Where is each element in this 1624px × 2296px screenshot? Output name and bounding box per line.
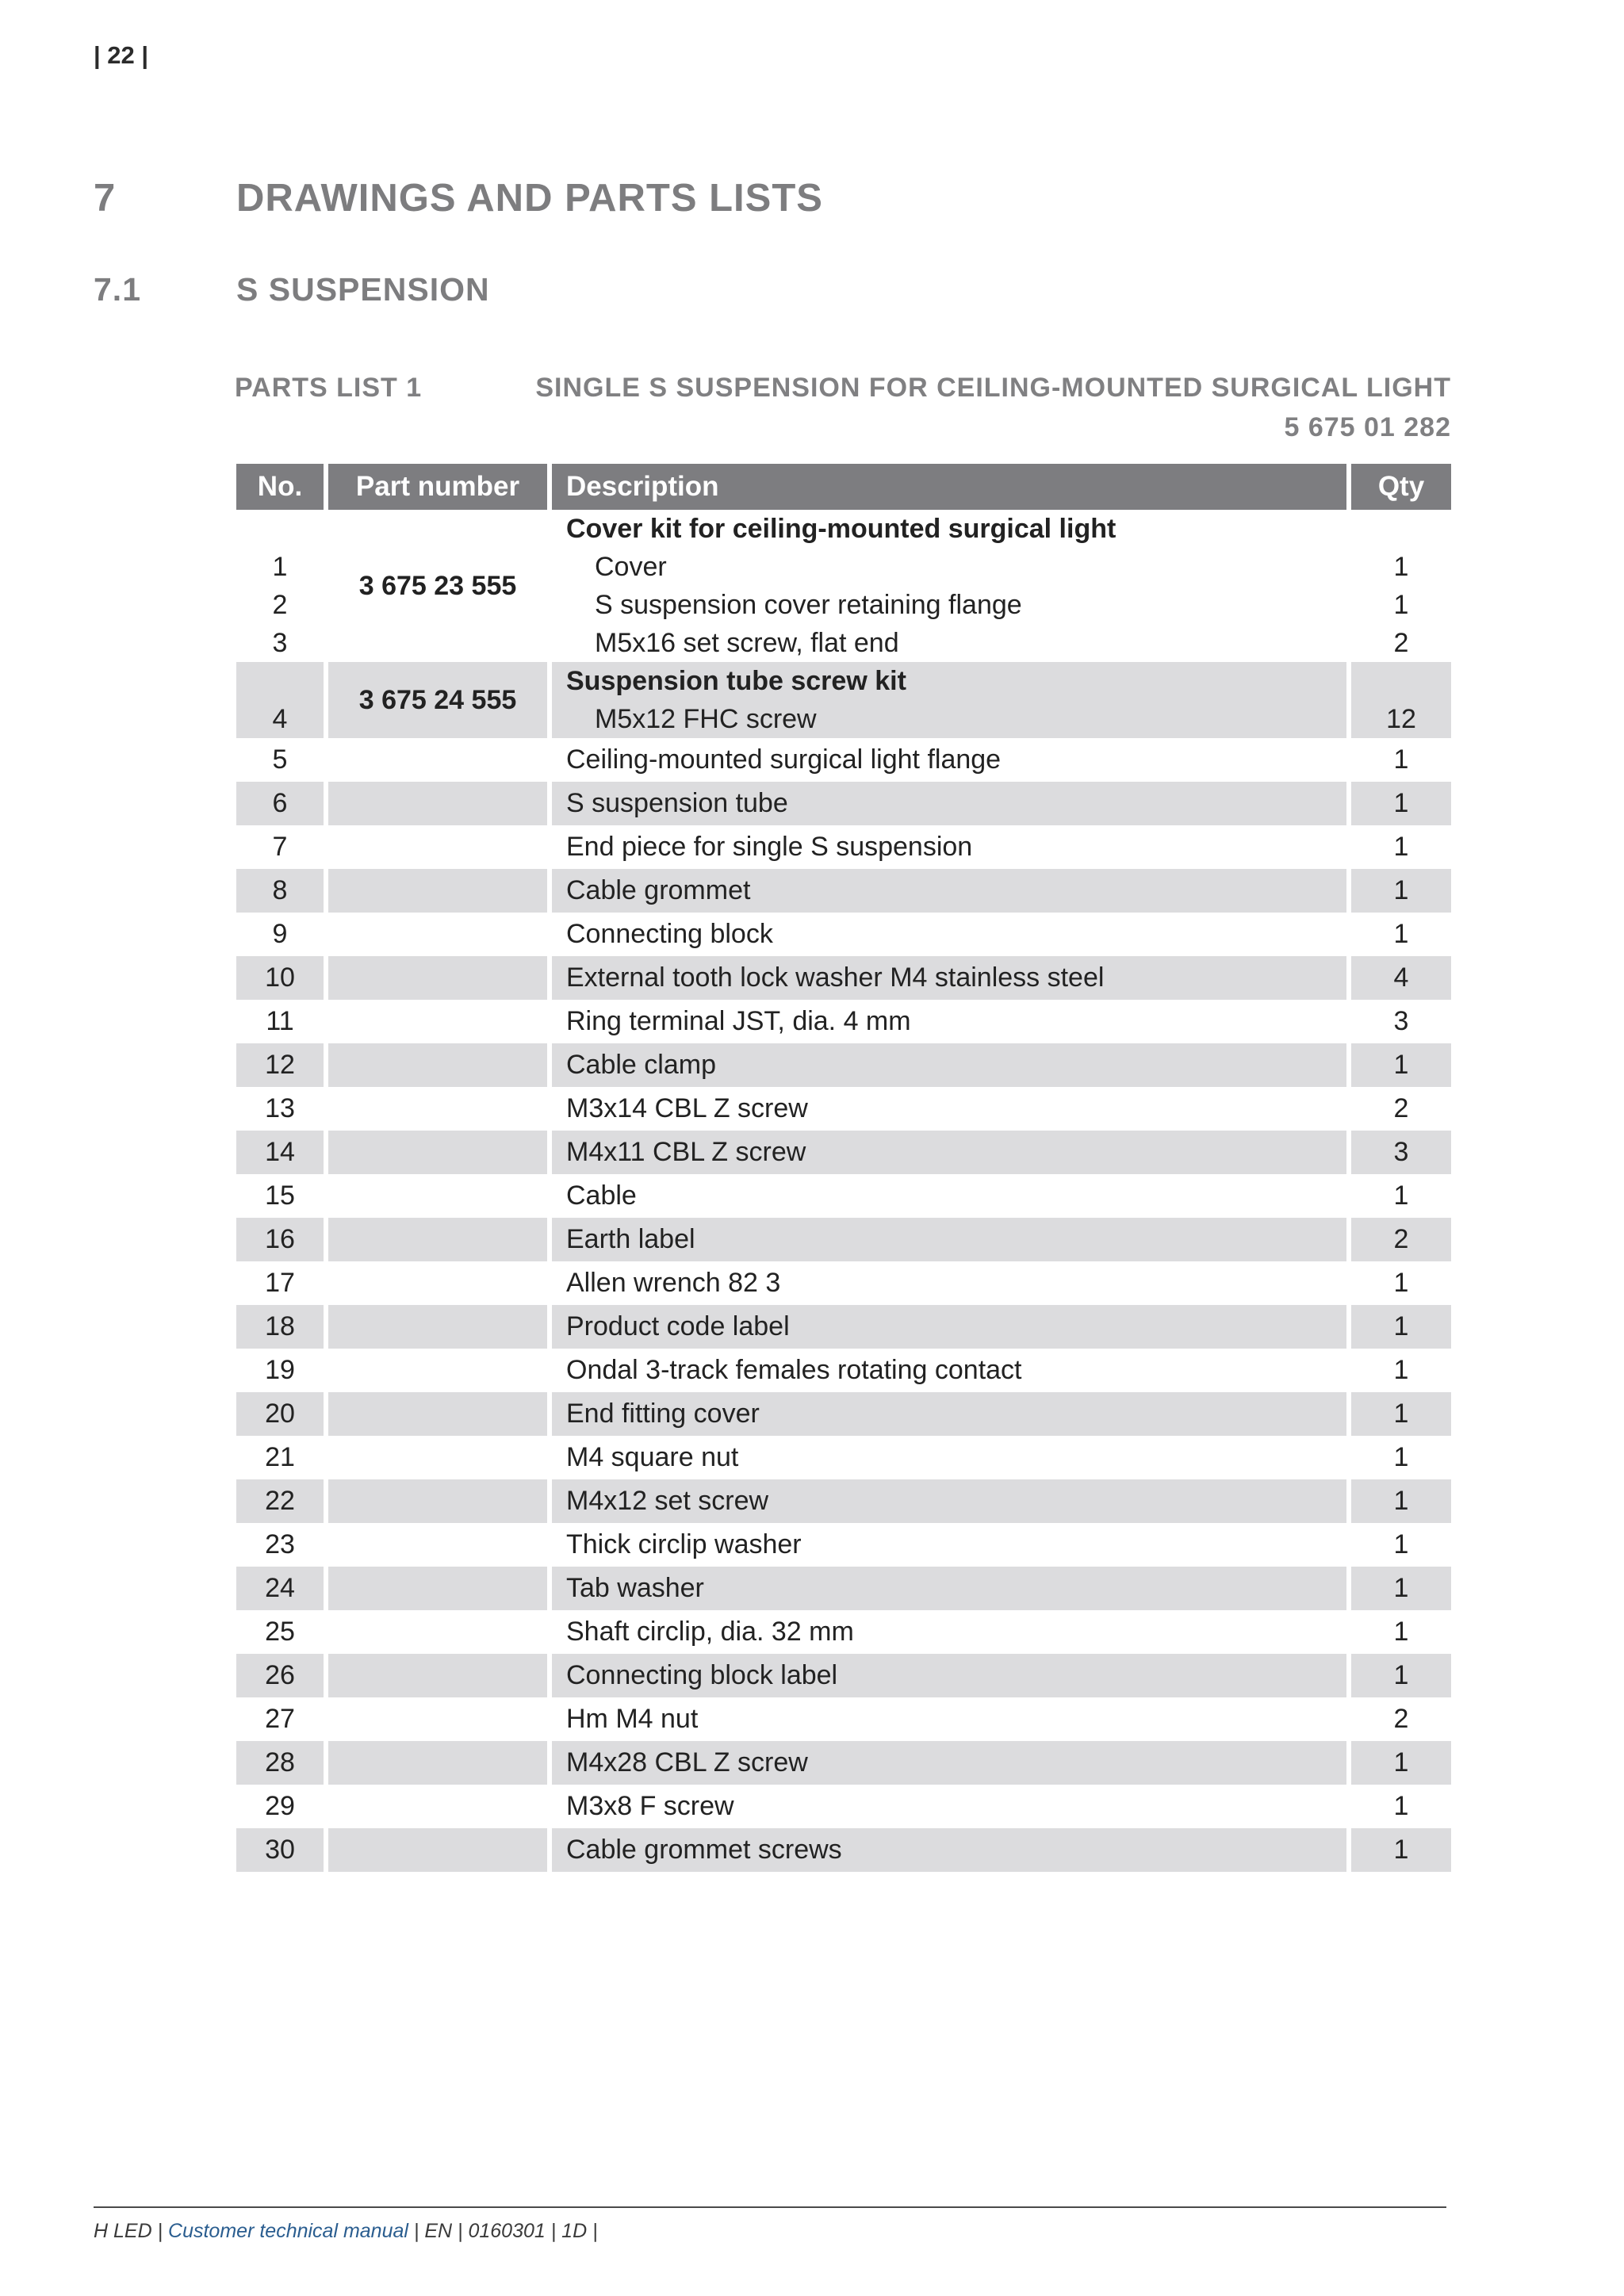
row-qty: 1 bbox=[1351, 1392, 1451, 1436]
row-part-number bbox=[328, 1828, 547, 1872]
row-qty: 3 bbox=[1351, 1131, 1451, 1174]
kit-quantities: 12 bbox=[1351, 662, 1451, 738]
row-no: 17 bbox=[265, 1268, 295, 1298]
table-row bbox=[236, 1392, 1451, 1436]
row-qty: 1 bbox=[1393, 919, 1409, 949]
row-description: M3x14 CBL Z screw bbox=[566, 1093, 808, 1123]
row-part-number bbox=[328, 825, 547, 869]
row-no: 20 bbox=[236, 1392, 324, 1436]
section-heading bbox=[94, 176, 823, 220]
row-no: 13 bbox=[265, 1093, 295, 1123]
row-part-number bbox=[328, 1741, 547, 1785]
row-qty: 1 bbox=[1351, 782, 1451, 825]
row-qty: 2 bbox=[1393, 1093, 1409, 1123]
table-row bbox=[236, 1654, 1451, 1697]
row-qty: 1 bbox=[1393, 1442, 1409, 1472]
table-row bbox=[236, 1131, 1451, 1174]
table-row bbox=[236, 1610, 1451, 1654]
row-description: Cable bbox=[566, 1181, 637, 1211]
row-part-number bbox=[328, 738, 547, 782]
row-qty: 1 bbox=[1351, 869, 1451, 913]
row-no: 10 bbox=[236, 956, 324, 1000]
row-qty: 1 bbox=[1351, 1741, 1451, 1785]
table-row bbox=[236, 869, 1451, 913]
row-description: Earth label bbox=[552, 1218, 1346, 1261]
row-qty: 1 bbox=[1393, 832, 1409, 862]
row-part-number bbox=[328, 1610, 547, 1654]
subsection-number: 7.1 bbox=[94, 271, 141, 308]
row-description: S suspension tube bbox=[552, 782, 1346, 825]
row-no: 26 bbox=[236, 1654, 324, 1697]
row-qty: 2 bbox=[1351, 1218, 1451, 1261]
row-qty: 1 bbox=[1351, 1828, 1451, 1872]
row-part-number bbox=[328, 1218, 547, 1261]
row-qty: 1 bbox=[1393, 1791, 1409, 1821]
row-qty: 2 bbox=[1393, 1704, 1409, 1734]
row-no: 21 bbox=[265, 1442, 295, 1472]
row-no: 29 bbox=[265, 1791, 295, 1821]
row-description: Cable grommet screws bbox=[552, 1828, 1346, 1872]
row-description: Shaft circlip, dia. 32 mm bbox=[566, 1617, 854, 1647]
row-description: End piece for single S suspension bbox=[566, 832, 973, 862]
row-no: 24 bbox=[236, 1567, 324, 1610]
row-description: Connecting block label bbox=[552, 1654, 1346, 1697]
subsection-title: S SUSPENSION bbox=[236, 271, 490, 308]
table-row bbox=[236, 1785, 1451, 1828]
page-number: | 22 | bbox=[94, 41, 149, 69]
row-qty: 1 bbox=[1393, 1181, 1409, 1211]
header-part-number: Part number bbox=[328, 464, 547, 510]
row-description: Thick circlip washer bbox=[566, 1529, 802, 1559]
kit-item-numbers: 4 bbox=[236, 662, 324, 738]
footer-divider bbox=[94, 2206, 1446, 2208]
row-no: 27 bbox=[265, 1704, 295, 1734]
row-no: 25 bbox=[265, 1617, 295, 1647]
parts-list-code: 5 675 01 282 bbox=[1284, 412, 1451, 442]
kit-description: Suspension tube screw kit M5x12 FHC screw bbox=[552, 662, 1346, 738]
row-qty: 1 bbox=[1393, 1529, 1409, 1559]
row-part-number bbox=[328, 1261, 547, 1305]
kit-description: Cover kit for ceiling-mounted surgical light Cover S suspension cover retaining flange M5x16 set screw, flat end bbox=[566, 514, 1116, 658]
row-description: Ring terminal JST, dia. 4 mm bbox=[566, 1006, 911, 1036]
section-title: DRAWINGS AND PARTS LISTS bbox=[236, 177, 823, 220]
table-row bbox=[236, 1000, 1451, 1043]
subsection-heading bbox=[94, 271, 490, 308]
row-qty: 1 bbox=[1351, 1043, 1451, 1087]
row-description: Cable grommet bbox=[552, 869, 1346, 913]
section-number: 7 bbox=[94, 177, 117, 220]
table-row bbox=[236, 956, 1451, 1000]
row-part-number bbox=[328, 1785, 547, 1828]
row-no: 18 bbox=[236, 1305, 324, 1349]
table-row bbox=[236, 1305, 1451, 1349]
row-no: 16 bbox=[236, 1218, 324, 1261]
header-qty: Qty bbox=[1351, 464, 1451, 510]
row-description: Hm M4 nut bbox=[566, 1704, 699, 1734]
header-description: Description bbox=[552, 464, 1346, 510]
table-row bbox=[236, 1349, 1451, 1392]
row-part-number bbox=[328, 913, 547, 956]
row-no: 11 bbox=[266, 1006, 294, 1036]
row-no: 15 bbox=[265, 1181, 295, 1211]
row-no: 12 bbox=[236, 1043, 324, 1087]
row-qty: 3 bbox=[1393, 1006, 1409, 1036]
row-qty: 1 bbox=[1351, 1567, 1451, 1610]
row-qty: 1 bbox=[1393, 744, 1409, 775]
footer bbox=[94, 2220, 598, 2243]
row-qty: 1 bbox=[1351, 1479, 1451, 1523]
table-row bbox=[236, 1567, 1451, 1610]
parts-list-title: SINGLE S SUSPENSION FOR CEILING-MOUNTED SURGICAL LIGHT bbox=[535, 373, 1451, 403]
row-part-number bbox=[328, 1131, 547, 1174]
row-description: End fitting cover bbox=[552, 1392, 1346, 1436]
row-part-number bbox=[328, 1087, 547, 1131]
table-header-row bbox=[236, 464, 1451, 510]
row-description: M4x11 CBL Z screw bbox=[552, 1131, 1346, 1174]
row-no: 23 bbox=[265, 1529, 295, 1559]
row-description: Connecting block bbox=[566, 919, 773, 949]
kit-quantities: 1 1 2 bbox=[1393, 552, 1409, 658]
row-description: Product code label bbox=[552, 1305, 1346, 1349]
kit-item-numbers: 1 2 3 bbox=[272, 552, 288, 658]
row-part-number bbox=[328, 956, 547, 1000]
row-description: Ceiling-mounted surgical light flange bbox=[566, 744, 1002, 775]
row-no: 6 bbox=[236, 782, 324, 825]
table-row bbox=[236, 1218, 1451, 1261]
row-part-number bbox=[328, 1392, 547, 1436]
row-description: M3x8 F screw bbox=[566, 1791, 734, 1821]
row-part-number bbox=[328, 1567, 547, 1610]
row-description: Allen wrench 82 3 bbox=[566, 1268, 781, 1298]
row-no: 8 bbox=[236, 869, 324, 913]
footer-document-link[interactable]: Customer technical manual bbox=[168, 2220, 408, 2242]
row-part-number bbox=[328, 1000, 547, 1043]
row-part-number bbox=[328, 1349, 547, 1392]
footer-details: | EN | 0160301 | 1D | bbox=[408, 2220, 598, 2242]
row-qty: 1 bbox=[1393, 1355, 1409, 1385]
parts-list-label: PARTS LIST 1 bbox=[235, 373, 423, 403]
row-part-number bbox=[328, 869, 547, 913]
table-row bbox=[236, 1828, 1451, 1872]
row-part-number bbox=[328, 1523, 547, 1567]
row-description: Cable clamp bbox=[552, 1043, 1346, 1087]
row-no: 19 bbox=[265, 1355, 295, 1385]
row-qty: 1 bbox=[1393, 1268, 1409, 1298]
header-no: No. bbox=[236, 464, 324, 510]
table-row bbox=[236, 1523, 1451, 1567]
table-row bbox=[236, 825, 1451, 869]
row-part-number bbox=[328, 1436, 547, 1479]
row-part-number bbox=[328, 1174, 547, 1218]
kit-part-number: 3 675 23 555 bbox=[358, 571, 517, 601]
footer-product: H LED | bbox=[94, 2220, 169, 2242]
row-part-number bbox=[328, 782, 547, 825]
row-description: External tooth lock washer M4 stainless steel bbox=[552, 956, 1346, 1000]
table-row bbox=[236, 1087, 1451, 1131]
row-description: M4 square nut bbox=[566, 1442, 739, 1472]
table-row bbox=[236, 1043, 1451, 1087]
row-part-number bbox=[328, 1305, 547, 1349]
row-no: 28 bbox=[236, 1741, 324, 1785]
table-row bbox=[236, 1741, 1451, 1785]
row-part-number bbox=[328, 1479, 547, 1523]
table-row bbox=[236, 782, 1451, 825]
row-qty: 1 bbox=[1351, 1305, 1451, 1349]
row-no: 9 bbox=[272, 919, 288, 949]
row-description: M4x28 CBL Z screw bbox=[552, 1741, 1346, 1785]
row-no: 5 bbox=[272, 744, 288, 775]
row-description: Tab washer bbox=[552, 1567, 1346, 1610]
row-qty: 1 bbox=[1393, 1617, 1409, 1647]
row-description: Ondal 3-track females rotating contact bbox=[566, 1355, 1022, 1385]
table-row bbox=[236, 1261, 1451, 1305]
table-row bbox=[236, 1479, 1451, 1523]
table-row bbox=[236, 738, 1451, 782]
row-part-number bbox=[328, 1697, 547, 1741]
row-no: 7 bbox=[272, 832, 288, 862]
row-no: 22 bbox=[236, 1479, 324, 1523]
table-row bbox=[236, 1436, 1451, 1479]
row-qty: 1 bbox=[1351, 1654, 1451, 1697]
parts-table bbox=[232, 464, 1456, 1872]
row-no: 30 bbox=[236, 1828, 324, 1872]
table-row bbox=[236, 913, 1451, 956]
table-row bbox=[236, 1174, 1451, 1218]
row-description: M4x12 set screw bbox=[552, 1479, 1346, 1523]
kit-row-screw bbox=[236, 662, 1451, 738]
row-part-number bbox=[328, 1043, 547, 1087]
table-row bbox=[236, 1697, 1451, 1741]
kit-part-number: 3 675 24 555 bbox=[328, 662, 547, 738]
row-no: 14 bbox=[236, 1131, 324, 1174]
row-part-number bbox=[328, 1654, 547, 1697]
row-qty: 4 bbox=[1351, 956, 1451, 1000]
kit-row-cover bbox=[236, 510, 1451, 662]
